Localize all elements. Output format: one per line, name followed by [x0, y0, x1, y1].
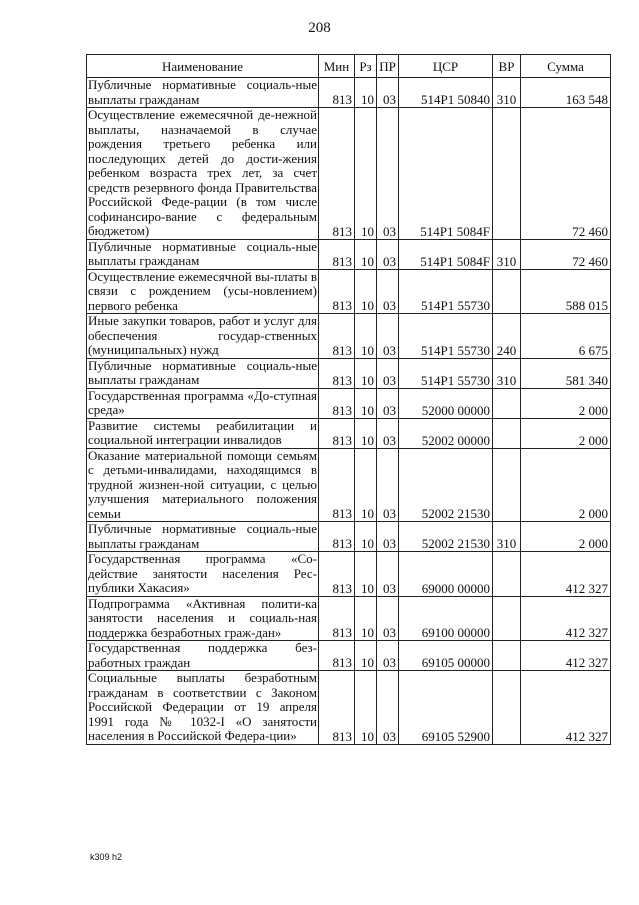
cell-pr: 03: [377, 641, 399, 671]
cell-rz: 10: [355, 358, 377, 388]
table-row: [87, 358, 611, 388]
cell-min: 813: [319, 552, 355, 597]
table-row: [87, 671, 611, 745]
cell-vr: [493, 552, 521, 597]
cell-pr: 03: [377, 448, 399, 522]
header-name: Наименование: [87, 55, 319, 78]
cell-vr: [493, 269, 521, 314]
cell-rz: 10: [355, 671, 377, 745]
cell-sum: 2 000: [521, 522, 611, 552]
cell-min: 813: [319, 641, 355, 671]
cell-rz: 10: [355, 448, 377, 522]
cell-csr: 52002 21530: [399, 448, 493, 522]
cell-name: Развитие системы реабилитации и социальной интеграции инвалидов: [88, 417, 317, 447]
cell-vr: [493, 641, 521, 671]
table-row: [87, 522, 611, 552]
cell-csr: 514P1 5084F: [399, 108, 493, 240]
cell-name: Оказание материальной помощи семьям с детьми-инвалидами, находящимся в трудной жизнен-ной ситуации, с целью улучшения материального положения семьи: [88, 447, 317, 521]
table-row: [87, 596, 611, 641]
cell-vr: [493, 448, 521, 522]
budget-table: [86, 54, 611, 745]
cell-name: Иные закупки товаров, работ и услуг для обеспечения государ-ственных (муниципальных) нужд: [88, 313, 317, 357]
cell-rz: 10: [355, 522, 377, 552]
cell-vr: 310: [493, 239, 521, 269]
cell-vr: [493, 671, 521, 745]
cell-pr: 03: [377, 596, 399, 641]
cell-sum: 2 000: [521, 388, 611, 418]
cell-vr: [493, 418, 521, 448]
table-row: [87, 314, 611, 359]
cell-csr: 69100 00000: [399, 596, 493, 641]
cell-sum: 412 327: [521, 552, 611, 597]
cell-sum: 588 015: [521, 269, 611, 314]
cell-min: 813: [319, 448, 355, 522]
cell-sum: 412 327: [521, 671, 611, 745]
cell-name: Публичные нормативные социаль-ные выплаты гражданам: [88, 357, 317, 387]
cell-csr: 514P1 55730: [399, 269, 493, 314]
cell-pr: 03: [377, 78, 399, 108]
cell-pr: 03: [377, 388, 399, 418]
table-row: [87, 418, 611, 448]
header-csr: ЦСР: [399, 55, 493, 78]
cell-min: 813: [319, 239, 355, 269]
cell-pr: 03: [377, 358, 399, 388]
cell-name: Подпрограмма «Активная полити-ка занятости населения и социаль-ная поддержка безработных граж-дан»: [88, 595, 317, 640]
cell-csr: 514P1 50840: [399, 78, 493, 108]
cell-pr: 03: [377, 314, 399, 359]
cell-name: Осуществление ежемесячной вы-платы в связи с рождением (усы-новлением) первого ребенка: [88, 268, 317, 313]
cell-csr: 52002 00000: [399, 418, 493, 448]
cell-rz: 10: [355, 388, 377, 418]
cell-csr: 69000 00000: [399, 552, 493, 597]
table-row: [87, 239, 611, 269]
cell-pr: 03: [377, 552, 399, 597]
cell-sum: 72 460: [521, 239, 611, 269]
cell-min: 813: [319, 596, 355, 641]
cell-csr: 69105 00000: [399, 641, 493, 671]
cell-pr: 03: [377, 522, 399, 552]
table-row: [87, 269, 611, 314]
cell-sum: 72 460: [521, 108, 611, 240]
cell-sum: 2 000: [521, 448, 611, 522]
cell-min: 813: [319, 78, 355, 108]
cell-pr: 03: [377, 418, 399, 448]
cell-sum: 163 548: [521, 78, 611, 108]
cell-min: 813: [319, 388, 355, 418]
cell-pr: 03: [377, 108, 399, 240]
cell-rz: 10: [355, 596, 377, 641]
cell-pr: 03: [377, 239, 399, 269]
table-row: [87, 552, 611, 597]
cell-rz: 10: [355, 108, 377, 240]
table-row: [87, 448, 611, 522]
cell-name: Публичные нормативные социаль-ные выплаты гражданам: [88, 521, 317, 551]
cell-csr: 52000 00000: [399, 388, 493, 418]
cell-name: Государственная программа «До-ступная среда»: [88, 387, 317, 417]
cell-csr: 514P1 55730: [399, 314, 493, 359]
cell-csr: 69105 52900: [399, 671, 493, 745]
cell-min: 813: [319, 269, 355, 314]
header-rz: Рз: [355, 55, 377, 78]
cell-min: 813: [319, 108, 355, 240]
cell-rz: 10: [355, 641, 377, 671]
cell-name: Осуществление ежемесячной де-нежной выплаты, назначаемой в случае рождения третьего ребенка или последующих детей до дости-жения ребенком возраста трех лет, за счет средств резервного фонда Правительства Российской Феде-рации (в том числе софинансиро-вание с федеральным бюджетом): [88, 107, 317, 238]
table-row: [87, 108, 611, 240]
cell-min: 813: [319, 671, 355, 745]
footer-code: k309 h2: [90, 852, 123, 862]
cell-sum: 412 327: [521, 596, 611, 641]
cell-name: Государственная поддержка без-работных граждан: [88, 640, 317, 670]
cell-name: Государственная программа «Со-действие занятости населения Рес-публики Хакасия»: [88, 551, 317, 595]
cell-rz: 10: [355, 239, 377, 269]
header-vr: ВР: [493, 55, 521, 78]
cell-pr: 03: [377, 671, 399, 745]
page-number: 208: [308, 20, 331, 36]
cell-rz: 10: [355, 552, 377, 597]
cell-vr: 310: [493, 522, 521, 552]
header-sum: Сумма: [521, 55, 611, 78]
cell-sum: 581 340: [521, 358, 611, 388]
cell-name: Публичные нормативные социаль-ные выплаты гражданам: [88, 77, 317, 107]
cell-vr: 240: [493, 314, 521, 359]
cell-rz: 10: [355, 78, 377, 108]
cell-vr: [493, 596, 521, 641]
cell-vr: [493, 388, 521, 418]
cell-rz: 10: [355, 269, 377, 314]
cell-name: Публичные нормативные социаль-ные выплаты гражданам: [88, 238, 317, 268]
cell-min: 813: [319, 314, 355, 359]
cell-sum: 2 000: [521, 418, 611, 448]
cell-name: Социальные выплаты безработным гражданам в соответствии с Законом Российской Федерации от 19 апреля 1991 года № 1032-I «О занятости населения в Российской Федера-ции»: [88, 670, 317, 743]
header-min: Мин: [319, 55, 355, 78]
cell-vr: 310: [493, 78, 521, 108]
cell-vr: 310: [493, 358, 521, 388]
cell-csr: 514P1 5084F: [399, 239, 493, 269]
cell-pr: 03: [377, 269, 399, 314]
cell-rz: 10: [355, 418, 377, 448]
cell-min: 813: [319, 358, 355, 388]
table-row: [87, 641, 611, 671]
cell-sum: 412 327: [521, 641, 611, 671]
table-row: [87, 388, 611, 418]
cell-csr: 52002 21530: [399, 522, 493, 552]
table-header-row: [87, 55, 611, 78]
cell-rz: 10: [355, 314, 377, 359]
cell-csr: 514P1 55730: [399, 358, 493, 388]
cell-vr: [493, 108, 521, 240]
cell-min: 813: [319, 522, 355, 552]
table-row: [87, 78, 611, 108]
cell-sum: 6 675: [521, 314, 611, 359]
cell-min: 813: [319, 418, 355, 448]
header-pr: ПР: [377, 55, 399, 78]
